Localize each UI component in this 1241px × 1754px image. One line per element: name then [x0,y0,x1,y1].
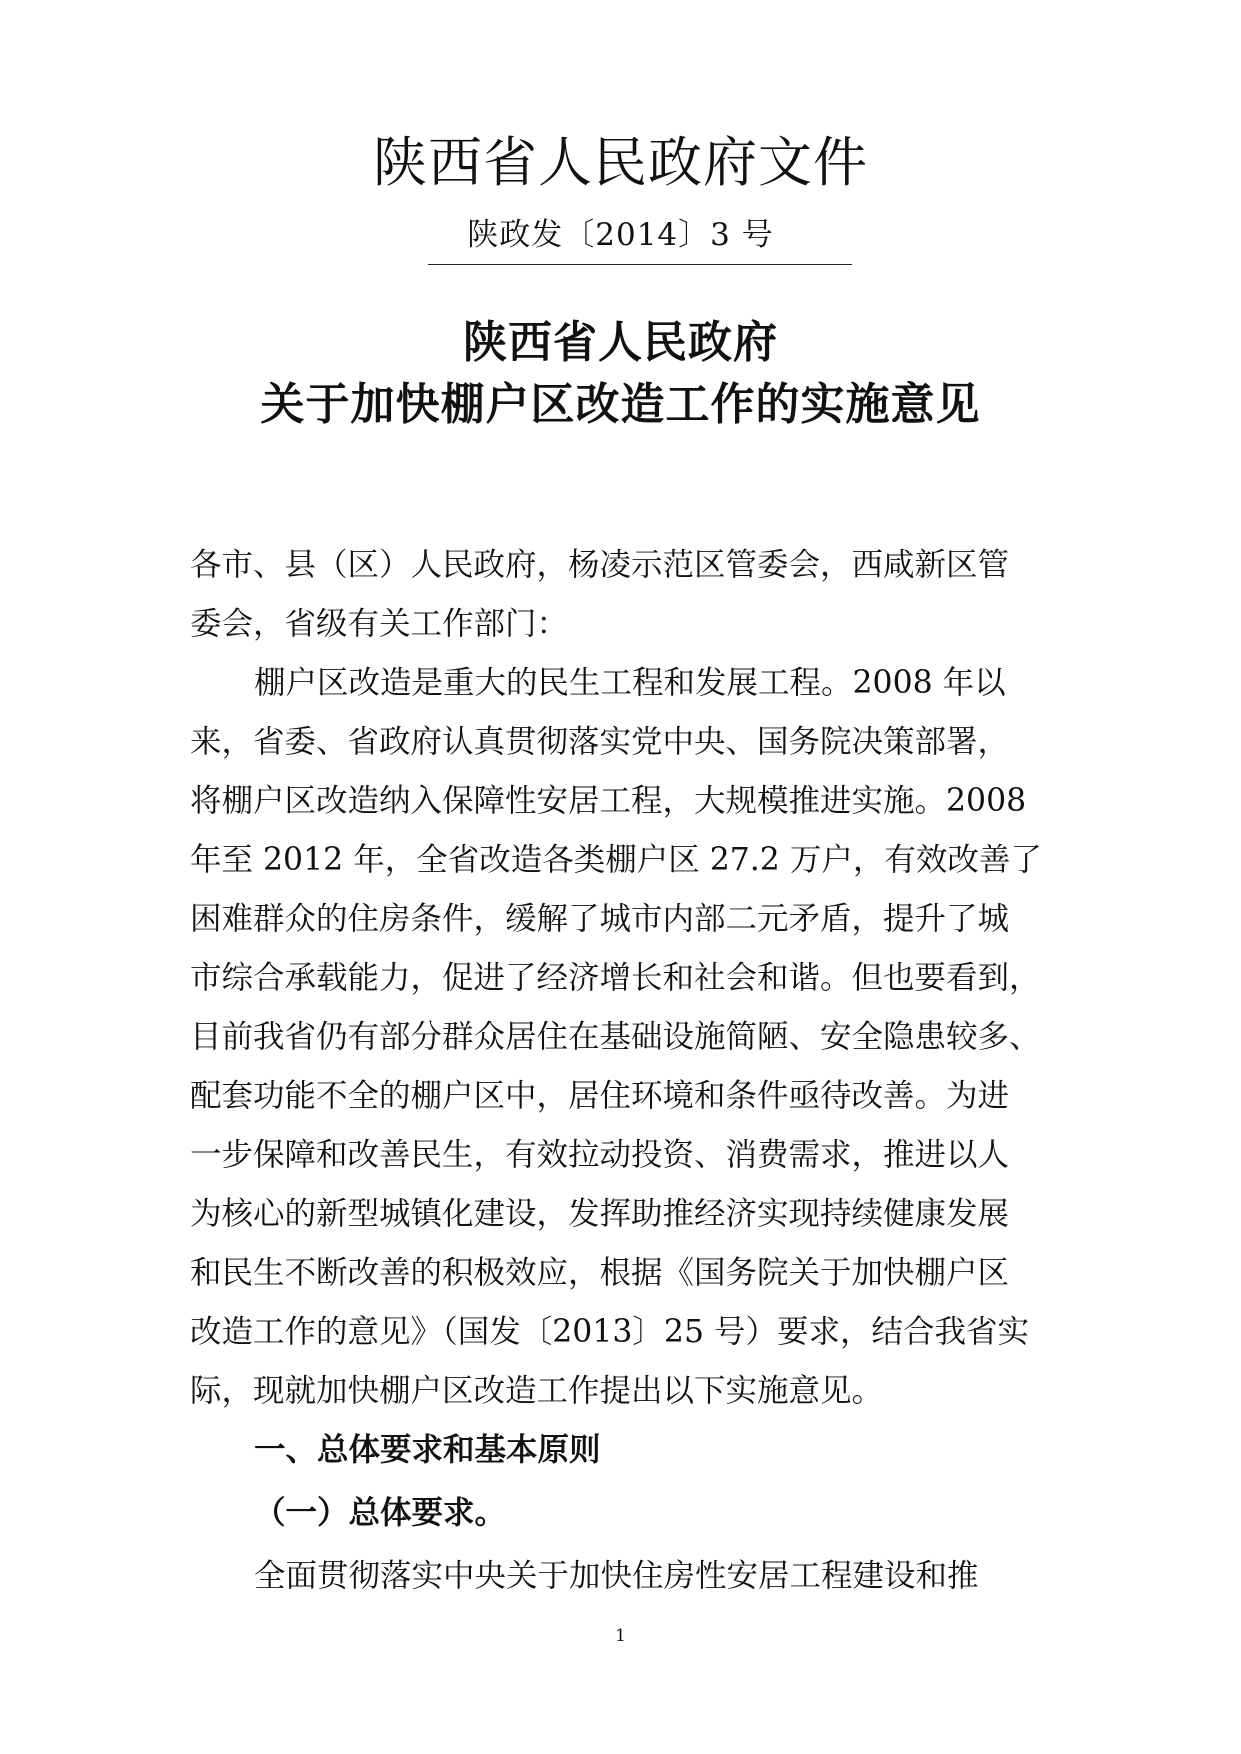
salutation-line-2: 委会，省级有关工作部门： [190,606,569,642]
intro-paragraph-line-13: 际，现就加快棚户区改造工作提出以下实施意见。 [190,1373,884,1409]
intro-paragraph-line-7: 目前我省仍有部分群众居住在基础设施简陋、安全隐患较多、 [190,1019,1041,1055]
intro-paragraph-line-6: 市综合承载能力，促进了经济增长和社会和谐。但也要看到， [190,960,1041,996]
intro-paragraph-line-11: 和民生不断改善的积极效应，根据《国务院关于加快棚户区 [190,1255,1010,1291]
intro-paragraph-line-5: 困难群众的住房条件，缓解了城市内部二元矛盾，提升了城 [190,901,1010,937]
document-body [190,536,1070,1606]
intro-paragraph-line-9: 一步保障和改善民生，有效拉动投资、消费需求，推进以人 [190,1137,1010,1173]
document-title-line-2: 关于加快棚户区改造工作的实施意见 [260,379,981,430]
intro-paragraph-line-2: 来，省委、省政府认真贯彻落实党中央、国务院决策部署， [190,724,1010,760]
intro-paragraph-line-4: 年至 2012 年，全省改造各类棚户区 27.2 万户，有效改善了 [190,842,1042,878]
intro-paragraph-line-1: 棚户区改造是重大的民生工程和发展工程。2008 年以 [254,665,1006,701]
page-number: 1 [615,1626,626,1646]
body-paragraph-line: 全面贯彻落实中央关于加快住房性安居工程建设和推 [254,1558,979,1594]
document-title [0,312,1241,436]
document-header-title: 陕西省人民政府文件 [373,131,868,194]
section-heading: 一、总体要求和基本原则 [254,1432,601,1468]
header-divider [428,264,852,265]
intro-paragraph-line-12: 改造工作的意见》（国发〔2013〕25 号）要求，结合我省实 [190,1314,1030,1350]
intro-paragraph-line-8: 配套功能不全的棚户区中，居住环境和条件亟待改善。为进 [190,1078,1010,1114]
salutation-line-1: 各市、县（区）人民政府，杨凌示范区管委会，西咸新区管 [190,547,1010,583]
subsection-heading: （一）总体要求。 [254,1495,507,1531]
document-number: 陕政发〔2014〕3 号 [467,217,774,253]
intro-paragraph-line-10: 为核心的新型城镇化建设，发挥助推经济实现持续健康发展 [190,1196,1010,1232]
intro-paragraph-line-3: 将棚户区改造纳入保障性安居工程，大规模推进实施。2008 [190,783,1027,819]
document-title-line-1: 陕西省人民政府 [463,317,778,368]
